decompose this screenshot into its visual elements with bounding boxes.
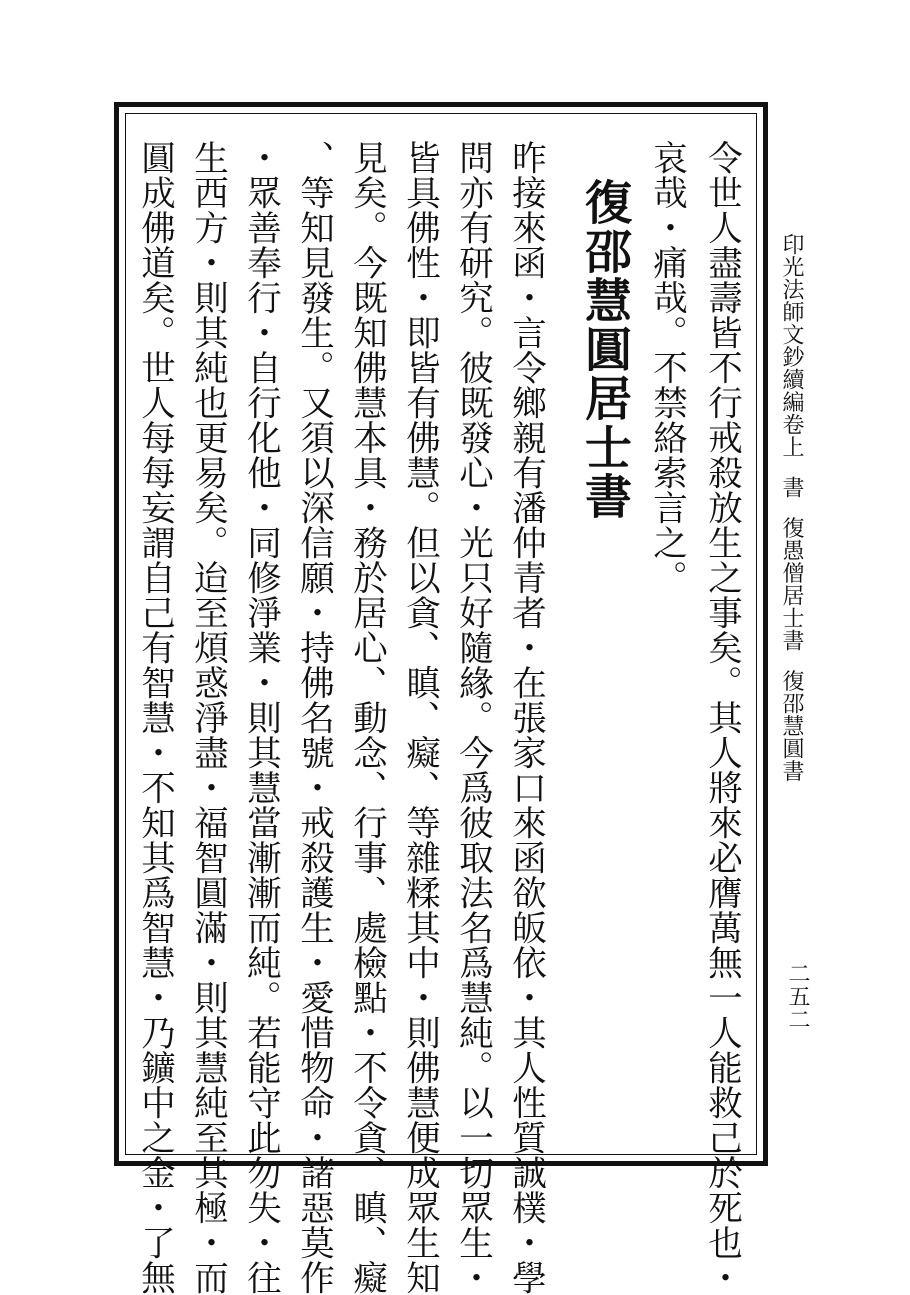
running-head-section: 書 — [779, 476, 804, 499]
running-head — [780, 233, 802, 782]
text-column: 令世人盡壽皆不行戒殺放生之事矣。其人將來必膺萬無一人能救己於死也・ — [701, 140, 742, 1295]
text-column: 昨接來函・言令鄉親有潘仲青者・在張家口來函欲皈依・其人性質誠樸・學 — [505, 140, 546, 1295]
text-column: 圓成佛道矣。世人每每妄謂自己有智慧・不知其爲智慧・乃鑛中之金・了無 — [134, 140, 175, 1295]
text-column: 哀哉・痛哉。不禁絡索言之。 — [646, 140, 687, 595]
text-column: 生西方・則其純也更易矣。迨至煩惑淨盡・福智圓滿・則其慧純至其極・而 — [187, 140, 228, 1295]
text-column: 、等知見發生。又須以深信願・持佛名號・戒殺護生・愛惜物命・諸惡莫作 — [293, 140, 334, 1295]
text-column: 見矣。今既知佛慧本具・務於居心、動念、行事、處檢點・不令貪、瞋、癡 — [346, 140, 387, 1295]
letter-title: 復邵慧圓居士書 — [577, 178, 632, 521]
running-head-letter-prev: 復愚僧居士書 — [779, 516, 804, 652]
running-head-letter-current: 復邵慧圓書 — [779, 669, 804, 782]
text-column: 皆具佛性・即皆有佛慧。但以貪、瞋、癡、等雜糅其中・則佛慧便成眾生知 — [399, 140, 440, 1295]
text-column: ・眾善奉行・自行化他・同修淨業・則其慧當漸漸而純。若能守此勿失・往 — [240, 140, 281, 1295]
page-number: 二五二 — [785, 962, 810, 1031]
text-column: 問亦有研究。彼既發心・光只好隨緣。今爲彼取法名爲慧純。以一切眾生・ — [452, 140, 493, 1295]
running-head-book: 印光法師文鈔續編卷上 — [779, 233, 804, 458]
